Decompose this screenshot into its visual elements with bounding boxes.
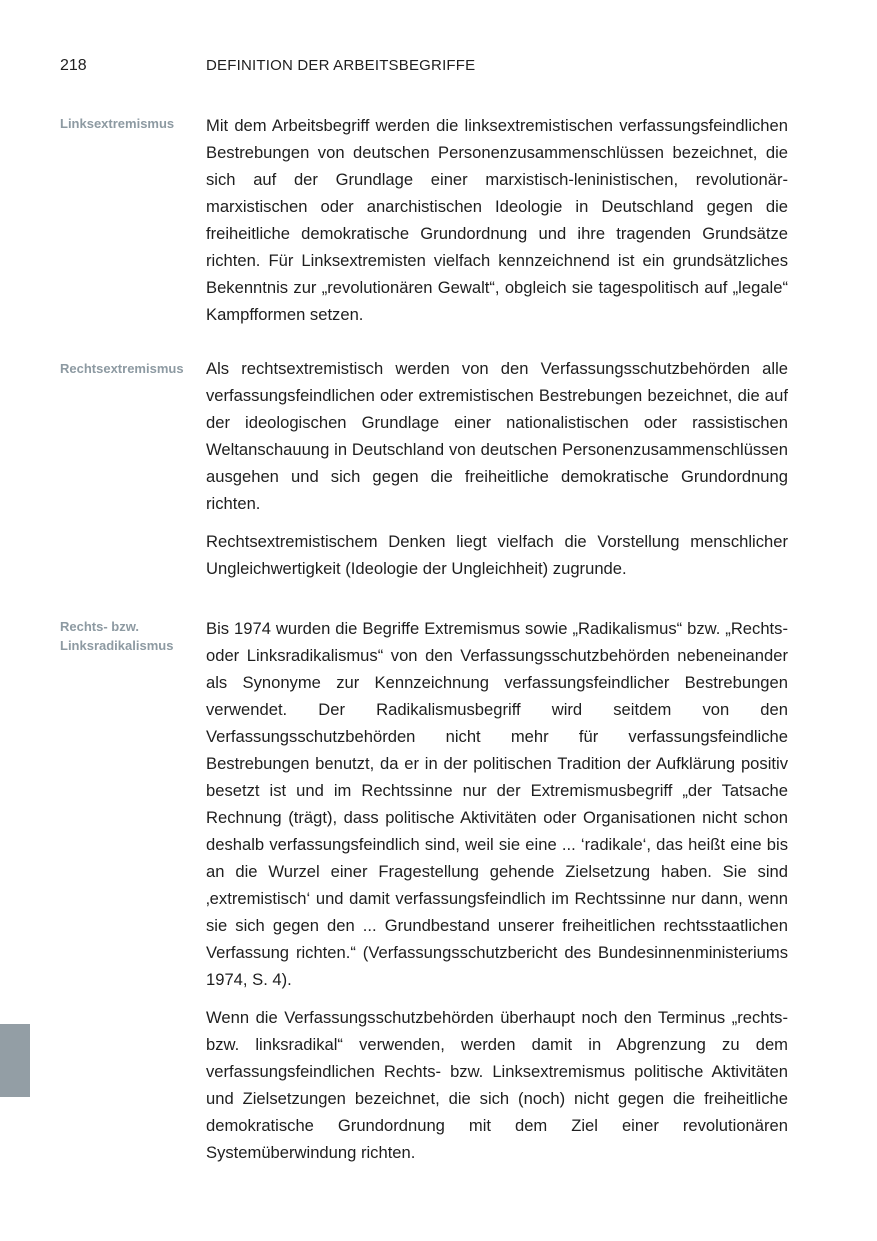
term-line: Linksradikalismus xyxy=(60,638,174,653)
paragraph: Wenn die Verfassungsschutzbehörden überhaupt noch den Terminus „rechts- bzw. linksradikal“ verwenden, werden damit in Abgrenzung zu dem verfassungsfeindlichen Rechts- bzw. Linksextremismus politische Aktivitäten und Zielsetzungen bezeichnet, die sich (noch) nicht gegen die freiheitliche demokratische Grundordnung mit dem Ziel einer revolutionären Systemüberwindung richten. xyxy=(206,1008,788,1162)
entry-body xyxy=(206,355,788,593)
term-line: Rechts- bzw. xyxy=(60,619,139,634)
thumb-index-tab xyxy=(0,1024,30,1097)
paragraph: Als rechtsextremistisch werden von den Verfassungsschutzbehörden alle verfassungsfeindlichen oder extremistischen Bestrebungen bezeichnet, die auf der ideologischen Grundlage einer nationalistischen oder rassistischen Weltanschauung in Deutschland von deutschen Personenzusammenschlüssen ausgehen und sich gegen die freiheitliche demokratische Grundordnung richten. xyxy=(206,359,788,513)
paragraph: Rechtsextremistischem Denken liegt vielfach die Vorstellung menschlicher Ungleichwertigkeit (Ideologie der Ungleichheit) zugrunde. xyxy=(206,532,788,578)
entry-body xyxy=(206,112,788,339)
entry-term xyxy=(60,617,200,655)
running-head: DEFINITION DER ARBEITSBEGRIFFE xyxy=(206,57,476,74)
paragraph: Bis 1974 wurden die Begriffe Extremismus sowie „Radikalismus“ bzw. „Rechts- oder Linksradikalismus“ von den Verfassungsschutzbehörden nebeneinander als Synonyme zur Kennzeichnung verfassungsfeindlicher Bestrebungen verwendet. Der Radikalismusbegriff wird seitdem von den Verfassungsschutzbehörden nicht mehr für verfassungsfeindliche Bestrebungen benutzt, da er in der politischen Tradition der Aufklärung positiv besetzt ist und im Rechtssinne nur der Extremismusbegriff „der Tatsache Rechnung (trägt), dass politische Aktivitäten oder Organisationen nicht schon deshalb verfassungsfeindlich sind, weil sie eine ... ‘radikale‘, das heißt eine bis an die Wurzel einer Fragestellung gehende Zielsetzung haben. Sie sind ‚extremistisch‘ und damit verfassungsfeindlich im Rechtssinne nur dann, wenn sie sich gegen den ... Grundbestand unserer freiheitlichen rechtsstaatlichen Verfassung richten.“ (Verfassungsschutzbericht des Bundesinnenministeriums 1974, S. 4). xyxy=(206,619,788,989)
page-number: 218 xyxy=(60,57,87,74)
entry-body xyxy=(206,615,788,1177)
entry-term xyxy=(60,114,200,133)
term-line: Rechtsextremismus xyxy=(60,361,184,376)
term-line: Linksextremismus xyxy=(60,116,175,131)
entry-term xyxy=(60,359,200,378)
paragraph: Mit dem Arbeitsbegriff werden die linksextremistischen verfassungsfeindlichen Bestrebungen von deutschen Personenzusammenschlüssen bezeichnet, die sich auf der Grundlage einer marxistisch-leninistischen, revolutionär-marxistischen oder anarchistischen Ideologie in Deutschland gegen die freiheitliche demokratische Grundordnung und ihre tragenden Grundsätze richten. Für Linksextremisten vielfach kennzeichnend ist ein grundsätzliches Bekenntnis zur „revolutionären Gewalt“, obgleich sie tagespolitisch auf „legale“ Kampfformen setzen. xyxy=(206,116,788,324)
